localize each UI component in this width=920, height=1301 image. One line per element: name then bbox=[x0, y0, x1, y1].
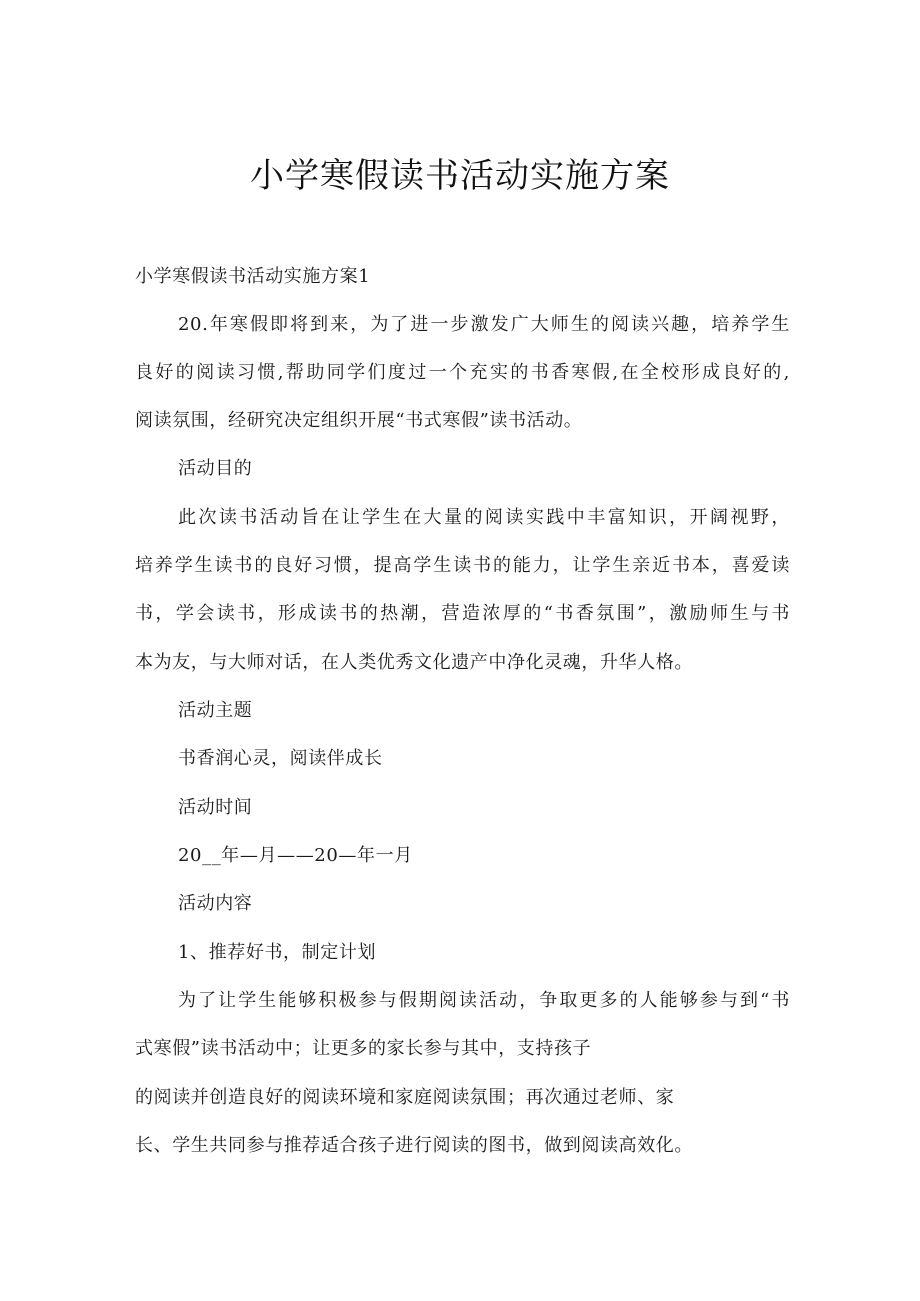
time-text: 20__年—月——20—年一月 bbox=[178, 845, 413, 866]
paragraph-line: 本为友，与大师对话，在人类优秀文化遗产中净化灵魂，升华人格。 bbox=[135, 652, 693, 673]
paragraph-line: 阅读氛围，经研究决定组织开展“书式寒假”读书活动。 bbox=[135, 410, 583, 431]
paragraph-line: 此次读书活动旨在让学生在大量的阅读实践中丰富知识，开阔视野， bbox=[178, 507, 790, 528]
subheading-purpose: 活动目的 bbox=[178, 458, 253, 479]
paragraph-line: 培养学生读书的良好习惯，提高学生读书的能力，让学生亲近书本，喜爱读 bbox=[135, 555, 790, 576]
paragraph-line: 式寒假”读书活动中；让更多的家长参与其中，支持孩子 bbox=[135, 1038, 592, 1059]
subheading-theme: 活动主题 bbox=[178, 700, 253, 721]
section-heading: 小学寒假读书活动实施方案1 bbox=[135, 266, 371, 287]
paragraph-line: 为了让学生能够积极参与假期阅读活动，争取更多的人能够参与到“书 bbox=[178, 990, 790, 1011]
paragraph-line: 长、学生共同参与推荐适合孩子进行阅读的图书，做到阅读高效化。 bbox=[135, 1135, 693, 1156]
paragraph-line: 良好的阅读习惯,帮助同学们度过一个充实的书香寒假,在全校形成良好的, bbox=[135, 362, 790, 383]
subheading-content: 活动内容 bbox=[178, 893, 253, 914]
paragraph-line: 书，学会读书，形成读书的热潮，营造浓厚的“书香氛围”，激励师生与书 bbox=[135, 603, 790, 624]
paragraph-line: 20.年寒假即将到来，为了进一步激发广大师生的阅读兴趣，培养学生 bbox=[178, 314, 790, 335]
document-title: 小学寒假读书活动实施方案 bbox=[250, 156, 670, 196]
theme-text: 书香润心灵，阅读伴成长 bbox=[178, 748, 383, 769]
paragraph-line: 的阅读并创造良好的阅读环境和家庭阅读氛围；再次通过老师、家 bbox=[135, 1087, 675, 1108]
subheading-time: 活动时间 bbox=[178, 797, 253, 818]
content-item-1: 1、推荐好书，制定计划 bbox=[178, 942, 377, 963]
